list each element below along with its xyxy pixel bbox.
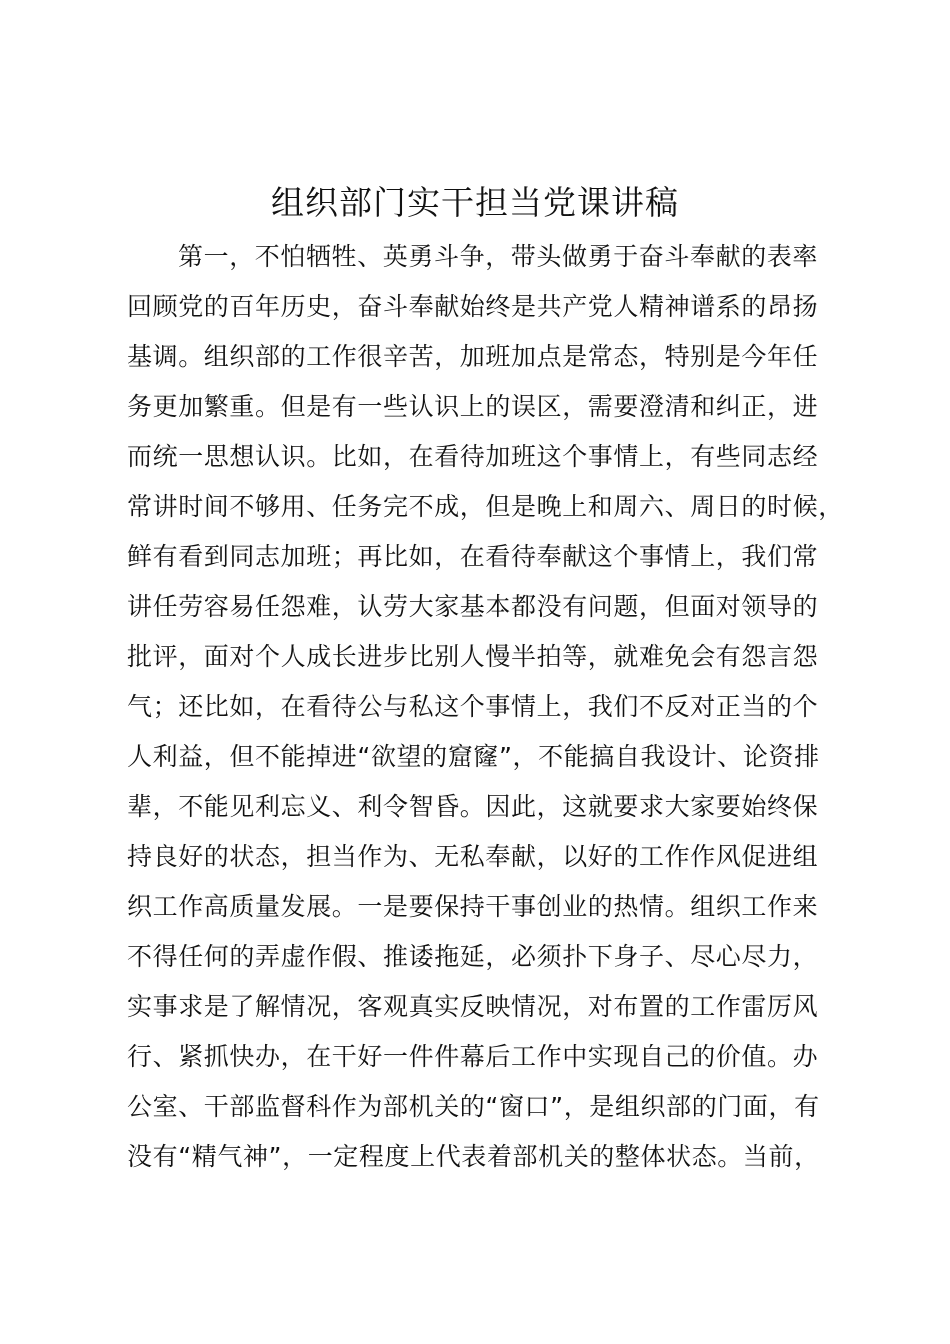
text-line: 第一，不怕牺牲、英勇斗争，带头做勇于奋斗奉献的表率: [178, 242, 819, 271]
text-line: 不得任何的弄虚作假、推诿拖延，必须扑下身子、尽心尽力，: [127, 942, 819, 971]
text-line: 常讲时间不够用、任务完不成，但是晚上和周六、周日的时候，: [127, 492, 844, 521]
text-line: 鲜有看到同志加班；再比如，在看待奉献这个事情上，我们常: [127, 542, 819, 571]
text-line: 基调。组织部的工作很辛苦，加班加点是常态，特别是今年任: [127, 342, 819, 371]
document-title: 组织部门实干担当党课讲稿: [271, 183, 679, 222]
text-line: 回顾党的百年历史，奋斗奉献始终是共产党人精神谱系的昂扬: [127, 292, 819, 321]
text-line: 人利益，但不能掉进“欲望的窟窿”，不能搞自我设计、论资排: [127, 742, 820, 771]
text-line: 批评，面对个人成长进步比别人慢半拍等，就难免会有怨言怨: [127, 642, 819, 671]
text-line: 织工作高质量发展。一是要保持干事创业的热情。组织工作来: [127, 892, 819, 921]
text-line: 实事求是了解情况，客观真实反映情况，对布置的工作雷厉风: [127, 992, 819, 1021]
text-line: 讲任劳容易任怨难，认劳大家基本都没有问题，但面对领导的: [127, 592, 819, 621]
text-line: 持良好的状态，担当作为、无私奉献，以好的工作作风促进组: [127, 842, 819, 871]
text-line: 务更加繁重。但是有一些认识上的误区，需要澄清和纠正，进: [127, 392, 819, 421]
text-line: 气；还比如，在看待公与私这个事情上，我们不反对正当的个: [127, 692, 819, 721]
text-line: 公室、干部监督科作为部机关的“窗口”，是组织部的门面，有: [127, 1092, 820, 1121]
text-line: 行、紧抓快办，在干好一件件幕后工作中实现自己的价值。办: [127, 1042, 819, 1071]
document-body: [127, 232, 867, 1182]
text-line: 辈，不能见利忘义、利令智昏。因此，这就要求大家要始终保: [127, 792, 819, 821]
text-line: 而统一思想认识。比如，在看待加班这个事情上，有些同志经: [127, 442, 819, 471]
text-line: 没有“精气神”，一定程度上代表着部机关的整体状态。当前，: [127, 1142, 820, 1171]
